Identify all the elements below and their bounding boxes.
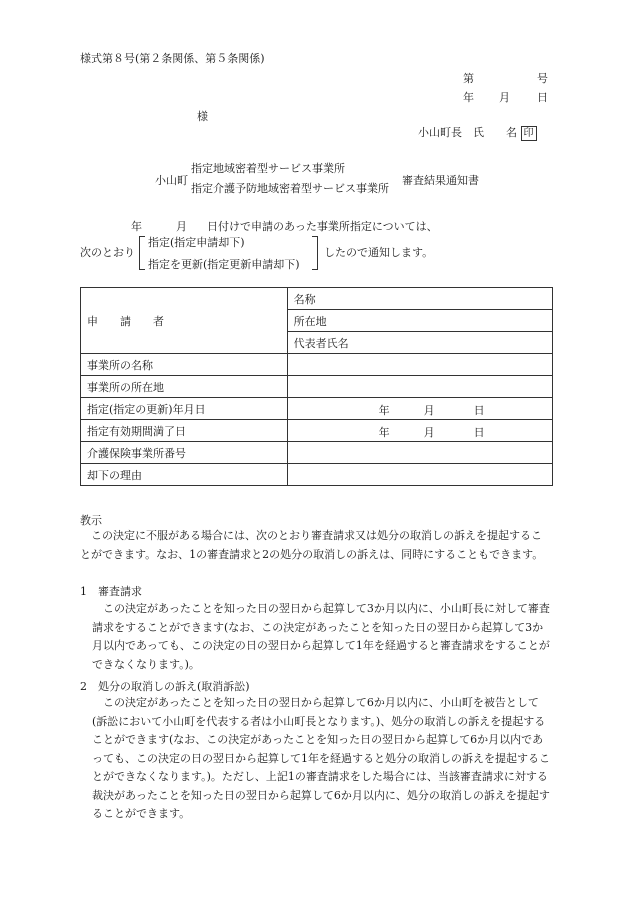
body-date-rest: 日付けで申請のあった事業所指定については、 bbox=[207, 220, 438, 233]
table-row bbox=[81, 398, 553, 420]
date-month: 月 bbox=[499, 91, 510, 104]
applicant-field-address: 所在地 bbox=[287, 310, 552, 332]
row-label: 事業所の名称 bbox=[81, 354, 288, 376]
doc-number-prefix: 第 bbox=[463, 72, 474, 85]
body-lead: 次のとおり bbox=[80, 246, 135, 259]
title-doc: 審査結果通知書 bbox=[402, 174, 479, 187]
row-label: 事業所の所在地 bbox=[81, 376, 288, 398]
row-date-day: 日 bbox=[473, 426, 485, 439]
row-label: 却下の理由 bbox=[81, 464, 288, 486]
doc-number-suffix: 号 bbox=[537, 72, 548, 85]
title-type2: 指定介護予防地域密着型サービス事業所 bbox=[191, 182, 389, 195]
table-row bbox=[81, 376, 553, 398]
notice-item2-title: 2 処分の取消しの訴え(取消訴訟) bbox=[80, 680, 250, 693]
body-tail: したので通知します。 bbox=[324, 246, 434, 259]
row-label: 指定(指定の更新)年月日 bbox=[81, 398, 288, 420]
table-row bbox=[81, 442, 553, 464]
row-value bbox=[287, 442, 552, 464]
body-option1: 指定(指定申請却下) bbox=[148, 236, 245, 249]
row-value bbox=[287, 354, 552, 376]
table-row bbox=[81, 354, 553, 376]
row-date-day: 日 bbox=[473, 404, 485, 417]
date-year: 年 bbox=[463, 91, 474, 104]
body-date-month: 月 bbox=[176, 220, 187, 233]
applicant-label: 申 請 者 bbox=[81, 288, 288, 354]
issuer-name: 小山町長 氏 名 bbox=[418, 126, 517, 139]
row-date-month: 月 bbox=[423, 426, 435, 439]
form-number: 様式第８号(第２条関係、第５条関係) bbox=[80, 52, 265, 65]
row-value bbox=[287, 464, 552, 486]
date-day: 日 bbox=[537, 91, 548, 104]
addressee-suffix: 様 bbox=[197, 110, 208, 123]
table-row bbox=[81, 420, 553, 442]
row-date bbox=[287, 420, 552, 442]
body-option2: 指定を更新(指定更新申請却下) bbox=[148, 258, 300, 271]
title-type1: 指定地域密着型サービス事業所 bbox=[191, 162, 345, 175]
title-town: 小山町 bbox=[155, 174, 188, 187]
row-label: 介護保険事業所番号 bbox=[81, 442, 288, 464]
row-value bbox=[287, 376, 552, 398]
row-date-month: 月 bbox=[423, 404, 435, 417]
notice-item1-text: この決定があったことを知った日の翌日から起算して3か月以内に、小山町長に対して審査請求をすることができます(なお、この決定があったことを知った日の翌日から起算して3か月以内であっても、この決定の日の翌日から起算して1年を経過すると審査請求をすることができなくなります。)。 bbox=[92, 602, 550, 671]
row-date-year: 年 bbox=[378, 426, 390, 439]
notice-item2-text: この決定があったことを知った日の翌日から起算して6か月以内に、小山町を被告として(訴訟において小山町を代表する者は小山町長となります。)、処分の取消しの訴えを提起することができます(なお、この決定があったことを知った日の翌日から起算して6か月以内であっても、この決定の日の翌日から起算して1年を経過すると処分の取消しの訴えを提起することができなくなります。)。ただし、上記1の審査請求をした場合には、当該審査請求に対する裁決があったことを知った日の翌日から起算して6か月以内に、処分の取消しの訴えを提起することができます。 bbox=[92, 696, 550, 820]
row-date bbox=[287, 398, 552, 420]
applicant-field-name: 名称 bbox=[287, 288, 552, 310]
notice-item1-title: 1 審査請求 bbox=[80, 585, 142, 598]
seal-stamp: 印 bbox=[521, 126, 537, 141]
right-bracket bbox=[312, 236, 318, 270]
application-table bbox=[80, 287, 553, 486]
table-row bbox=[81, 464, 553, 486]
issuer bbox=[418, 124, 537, 141]
applicant-field-representative: 代表者氏名 bbox=[287, 332, 552, 354]
left-bracket bbox=[139, 236, 145, 270]
notice-heading: 教示 bbox=[80, 514, 102, 527]
notice-intro: この決定に不服がある場合には、次のとおり審査請求又は処分の取消しの訴えを提起することができます。なお、1の審査請求と2の処分の取消しの訴えは、同時にすることもできます。 bbox=[80, 529, 544, 561]
row-label: 指定有効期間満了日 bbox=[81, 420, 288, 442]
row-date-year: 年 bbox=[378, 404, 390, 417]
body-date-year: 年 bbox=[131, 220, 142, 233]
